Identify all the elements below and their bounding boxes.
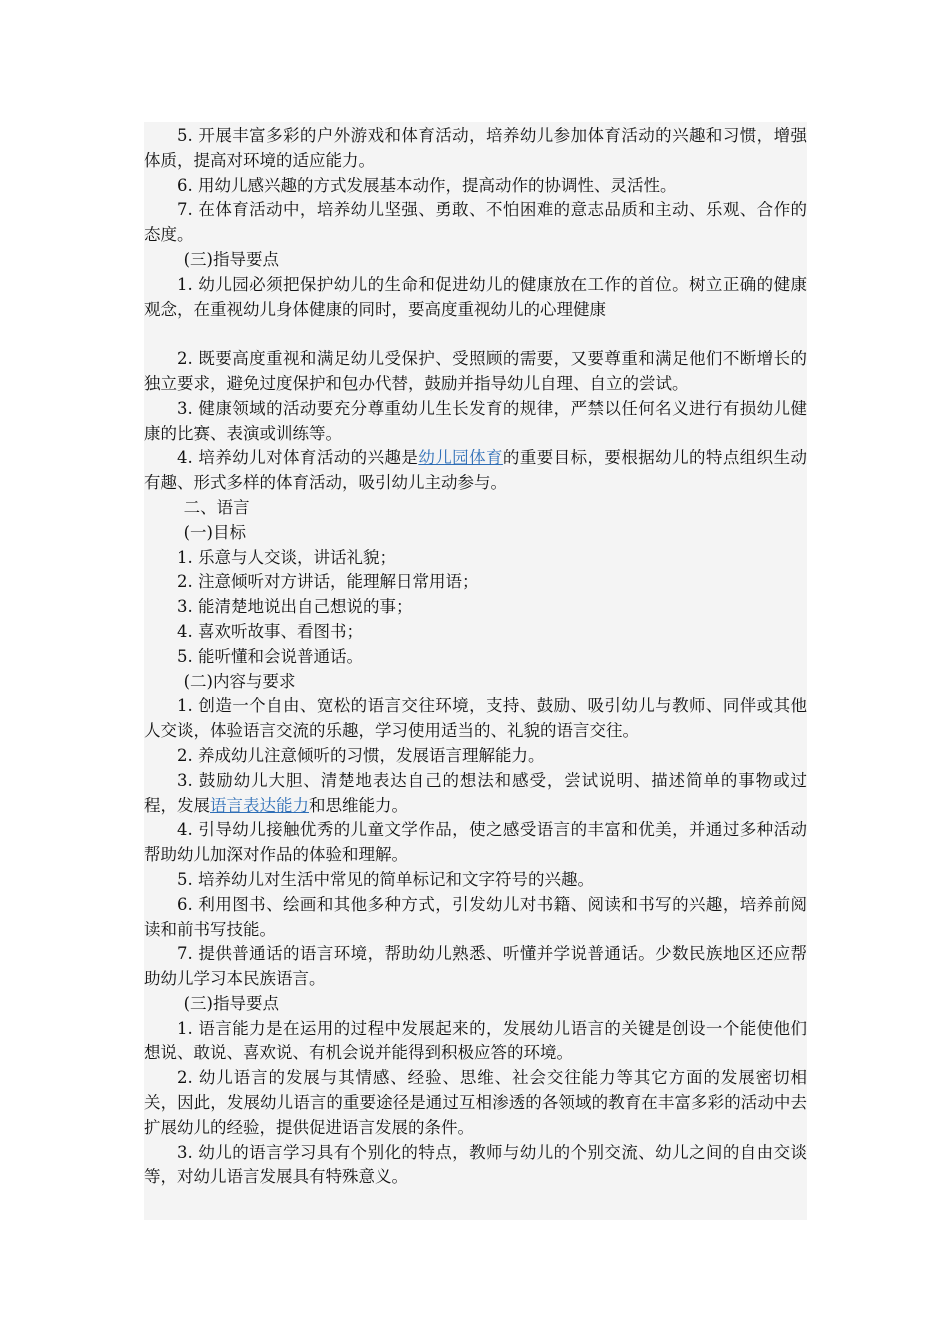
section-heading: (一)目标 <box>183 522 246 542</box>
paragraph: 3. 能清楚地说出自己想说的事； <box>177 597 413 617</box>
document-body <box>144 124 807 1190</box>
paragraph-text: 和思维能力。 <box>309 795 408 815</box>
blank-line <box>144 322 807 347</box>
section-heading: (三)指导要点 <box>183 249 279 269</box>
paragraph: 1. 创造一个自由、宽松的语言交往环境，支持、鼓励、吸引幼儿与教师、同伴或其他人交谈，体验语言交流的乐趣，学习使用适当的、礼貌的语言交往。 <box>144 696 807 741</box>
paragraph-text: 3. 鼓励幼儿大胆、清楚地表达自己的想法和感受，尝试说明、描述简单的事物或过程，发展 <box>144 770 807 815</box>
paragraph: 3. 健康领域的活动要充分尊重幼儿生长发育的规律，严禁以任何名义进行有损幼儿健康的比赛、表演或训练等。 <box>144 398 807 443</box>
paragraph: 3. 幼儿的语言学习具有个别化的特点，教师与幼儿的个别交流、幼儿之间的自由交谈等，对幼儿语言发展具有特殊意义。 <box>144 1142 807 1187</box>
paragraph <box>144 769 807 819</box>
paragraph: 2. 注意倾听对方讲话，能理解日常用语； <box>177 572 479 592</box>
paragraph-text: 的重要目标，要根据幼儿的特点组织生动有趣、形式多样的体育活动，吸引幼儿主动参与。 <box>144 448 808 493</box>
paragraph: 2. 养成幼儿注意倾听的习惯，发展语言理解能力。 <box>177 745 545 765</box>
paragraph: 2. 既要高度重视和满足幼儿受保护、受照顾的需要，又要尊重和满足他们不断增长的独立要求，避免过度保护和包办代替，鼓励并指导幼儿自理、自立的尝试。 <box>144 349 807 393</box>
section-heading: (二)内容与要求 <box>183 671 296 691</box>
paragraph: 4. 喜欢听故事、看图书； <box>177 621 363 641</box>
paragraph: 7. 在体育活动中，培养幼儿坚强、勇敢、不怕困难的意志品质和主动、乐观、合作的态度。 <box>144 200 807 245</box>
paragraph: 4. 引导幼儿接触优秀的儿童文学作品，使之感受语言的丰富和优美，并通过多种活动帮助幼儿加深对作品的体验和理解。 <box>144 820 807 865</box>
paragraph: 2. 幼儿语言的发展与其情感、经验、思维、社会交往能力等其它方面的发展密切相关，因此，发展幼儿语言的重要途径是通过互相渗透的各领域的教育在丰富多彩的活动中去扩展幼儿的经验，提供促进语言发展的条件。 <box>144 1068 807 1137</box>
paragraph-text: 4. 培养幼儿对体育活动的兴趣是 <box>177 448 419 468</box>
paragraph: 1. 乐意与人交谈，讲话礼貌； <box>177 547 396 567</box>
inline-link[interactable]: 语言表达能力 <box>210 795 309 815</box>
section-heading: (三)指导要点 <box>183 993 279 1013</box>
section-heading: 二、语言 <box>183 497 250 517</box>
paragraph <box>144 446 807 496</box>
paragraph: 6. 用幼儿感兴趣的方式发展基本动作，提高动作的协调性、灵活性。 <box>177 175 677 195</box>
paragraph: 5. 开展丰富多彩的户外游戏和体育活动，培养幼儿参加体育活动的兴趣和习惯，增强体质，提高对环境的适应能力。 <box>144 126 807 170</box>
inline-link[interactable]: 幼儿园体育 <box>418 448 503 468</box>
paragraph: 5. 能听懂和会说普通话。 <box>177 646 363 666</box>
paragraph: 1. 语言能力是在运用的过程中发展起来的，发展幼儿语言的关键是创设一个能使他们想说、敢说、喜欢说、有机会说并能得到积极应答的环境。 <box>144 1018 807 1063</box>
paragraph: 5. 培养幼儿对生活中常见的简单标记和文字符号的兴趣。 <box>177 869 594 889</box>
paragraph: 6. 利用图书、绘画和其他多种方式，引发幼儿对书籍、阅读和书写的兴趣，培养前阅读和前书写技能。 <box>144 894 807 939</box>
paragraph: 7. 提供普通话的语言环境，帮助幼儿熟悉、听懂并学说普通话。少数民族地区还应帮助幼儿学习本民族语言。 <box>144 944 807 989</box>
paragraph: 1. 幼儿园必须把保护幼儿的生命和促进幼儿的健康放在工作的首位。树立正确的健康观念，在重视幼儿身体健康的同时，要高度重视幼儿的心理健康 <box>144 274 807 319</box>
